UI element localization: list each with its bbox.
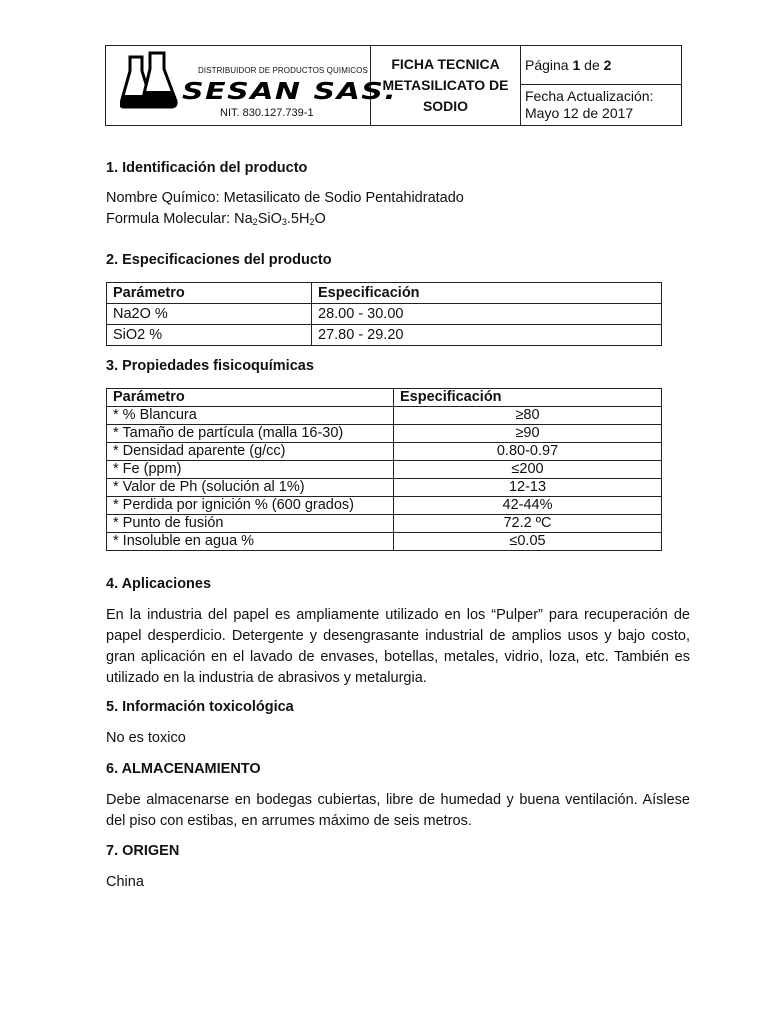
title-line-3: SODIO [422,98,469,114]
table-cell: ≥90 [394,425,662,443]
section-7-title: 7. ORIGEN [106,843,180,859]
chemical-name: Nombre Químico: Metasilicato de Sodio Pentahidratado [106,190,464,206]
table-row [107,325,662,346]
table-cell: SiO2 % [107,325,312,346]
table-cell: ≥80 [394,407,662,425]
page-current: 1 [572,56,581,73]
table-cell: * Valor de Ph (solución al 1%) [107,479,394,497]
section-5-title: 5. Información toxicológica [106,699,294,715]
toxicology-body [106,728,686,749]
column-header: Parámetro [107,389,394,407]
page-of: de [584,56,600,73]
document-header [105,45,682,126]
formula-part: Na [234,211,253,227]
table-row [107,443,662,461]
column-header: Parámetro [107,283,312,304]
formula-part: SiO [257,211,282,227]
section-6-title: 6. ALMACENAMIENTO [106,761,261,777]
section-specifications [106,252,686,268]
page-label: Página [525,56,569,73]
table-cell: 0.80-0.97 [394,443,662,461]
table-cell: * % Blancura [107,407,394,425]
section-4-title: 4. Aplicaciones [106,576,212,592]
table-cell: * Perdida por ignición % (600 grados) [107,497,394,515]
table-row [107,479,662,497]
title-line-2: METASILICATO DE [382,77,509,93]
table-header-row [107,389,662,407]
applications-text: En la industria del papel es ampliamente utilizado en los “Pulper” para recuperación de papel desperdicio. Detergente y desengrasante industrial de amplios usos y bajo costo, gran aplicación en el lavado de envases, botellas, metales, vidrio, loza, etc. También es utilizado en la industria de abrasivos y metalurgia. [106,607,690,686]
table-row [107,425,662,443]
table-row [107,497,662,515]
formula-subscript: 2 [309,217,315,227]
section-2-title: 2. Especificaciones del producto [106,252,332,268]
section-toxicology [106,699,686,715]
page-total: 2 [603,56,612,73]
formula-label: Formula Molecular: [106,211,235,227]
company-logo [106,47,398,125]
table-cell: * Densidad aparente (g/cc) [107,443,394,461]
section-properties [106,358,686,374]
table-cell: * Fe (ppm) [107,461,394,479]
formula-part: .5H [286,211,310,227]
update-date: Mayo 12 de 2017 [525,105,634,121]
origin-text: China [106,874,144,890]
section-3-title: 3. Propiedades fisicoquímicas [106,358,314,374]
flask-icon [120,51,180,111]
formula-part: O [314,211,326,227]
section-storage [106,761,686,777]
table-cell: 42-44% [394,497,662,515]
table-cell: ≤0.05 [394,533,662,551]
logo-cell [106,46,398,126]
column-header: Especificación [394,389,662,407]
toxicology-text: No es toxico [106,730,186,746]
section-identification [106,160,686,176]
applications-body [106,605,690,689]
section-1-title: 1. Identificación del producto [106,160,308,176]
title-line-1: FICHA TECNICA [391,56,500,72]
storage-text: Debe almacenarse en bodegas cubiertas, libre de humedad y buena ventilación. Aíslese del piso con estibas, en arrumes máximo de seis metros. [106,792,690,829]
origin-body [106,872,686,893]
table-cell: 12-13 [394,479,662,497]
section-origin [106,843,686,859]
formula-subscript: 2 [252,217,258,227]
molecular-formula [106,209,686,230]
logo-nit: NIT. 830.127.739-1 [220,106,314,119]
update-date-cell [521,85,682,126]
update-label: Fecha Actualización: [525,88,654,104]
properties-table [106,388,662,551]
page-number-cell [521,46,682,85]
table-row [107,461,662,479]
table-cell: 72.2 ºC [394,515,662,533]
table-row [107,533,662,551]
table-cell: 27.80 - 29.20 [312,325,662,346]
table-cell: * Tamaño de partícula (malla 16-30) [107,425,394,443]
table-cell: * Punto de fusión [107,515,394,533]
section-applications [106,576,686,592]
table-cell: Na2O % [107,304,312,325]
identification-body [106,188,686,230]
table-row [107,407,662,425]
storage-body [106,790,690,832]
table-row [107,515,662,533]
column-header: Especificación [312,283,662,304]
table-row [107,304,662,325]
table-cell: * Insoluble en agua % [107,533,394,551]
specifications-table [106,282,662,346]
table-cell: 28.00 - 30.00 [312,304,662,325]
formula-subscript: 3 [281,217,287,227]
logo-tagline: DISTRIBUIDOR DE PRODUCTOS QUIMICOS [198,65,368,75]
table-cell: ≤200 [394,461,662,479]
logo-company-name: SESAN SAS. [182,77,398,105]
table-header-row [107,283,662,304]
